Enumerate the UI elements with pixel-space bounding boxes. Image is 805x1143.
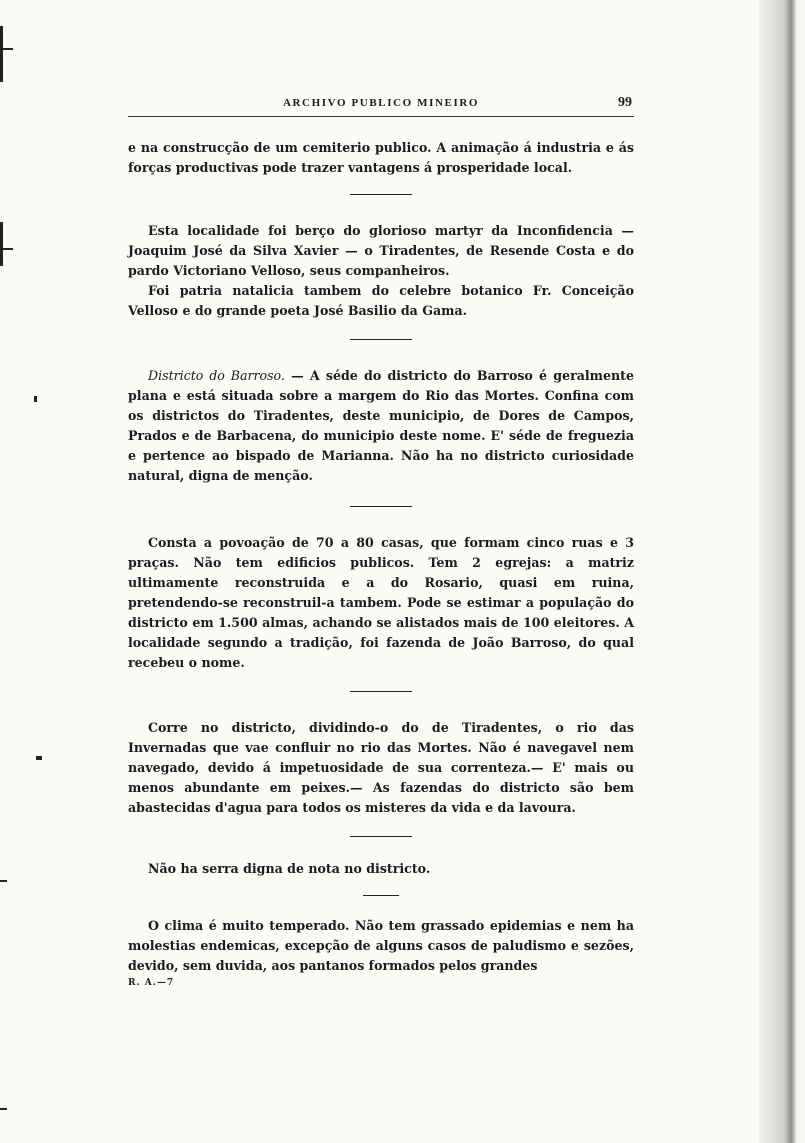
page-number: 99 [618, 95, 632, 110]
paragraph: O clima é muito temperado. Não tem grassado epidemias e nem ha molestias endemicas, excepção de alguns casos de paludismo e sezões, devido, sem duvida, aos pantanos formados pelos grandes [128, 918, 634, 973]
paragraph: Corre no districto, dividindo-o do de Tiradentes, o rio das Invernadas que vae confluir no rio das Mortes. Não é navegavel nem navegado, devido á impetuosidade de sua correnteza.— E' mais ou menos abundante em peixes.— As fazendas do districto são bem abastecidas d'agua para todos os misteres da vida e da lavoura. [128, 720, 634, 815]
paragraph: Esta localidade foi berço do glorioso martyr da Inconfidencia — Joaquim José da Silva Xavier — o Tiradentes, de Resende Costa e do pardo Victoriano Velloso, seus companheiros. [128, 223, 634, 278]
page-edge-shadow [759, 0, 805, 1143]
binding-mark [0, 222, 3, 266]
paragraph [128, 366, 634, 486]
binding-mark [0, 880, 7, 882]
district-title: Districto do Barroso. [148, 368, 285, 383]
signature-mark: R. A.—7 [128, 978, 175, 988]
paragraph: e na construcção de um cemiterio publico. A animação á industria e ás forças productivas pode trazer vantagens á prosperidade local. [128, 140, 634, 175]
binding-mark [3, 248, 13, 250]
paragraph: Consta a povoação de 70 a 80 casas, que formam cinco ruas e 3 praças. Não tem edificios publicos. Tem 2 egrejas: a matriz ultimamente reconstruida e a do Rosario, quasi em ruina, pretendendo-se reconstruil-a tambem. Pode se estimar a população do districto em 1.500 almas, achando se alistados mais de 100 eleitores. A localidade segundo a tradição, foi fazenda de João Barroso, do qual recebeu o nome. [128, 535, 634, 670]
running-header [128, 92, 634, 114]
binding-mark [34, 396, 37, 402]
running-title: ARCHIVO PUBLICO MINEIRO [282, 97, 480, 109]
paragraph: Foi patria natalicia tambem do celebre botanico Fr. Conceição Velloso e do grande poeta José Basilio da Gama. [128, 283, 634, 318]
binding-mark [3, 48, 13, 50]
binding-mark [0, 1108, 7, 1110]
binding-mark [36, 756, 42, 760]
document-page [128, 92, 634, 988]
district-text: — A séde do districto do Barroso é geralmente plana e está situada sobre a margem do Rio das Mortes. Confina com os districtos do Tiradentes, deste municipio, de Dores de Campos, Prados e de Barbacena, do municipio deste nome. E' séde de freguezia e pertence ao bispado de Marianna. Não ha no districto curiosidade natural, digna de menção. [128, 368, 634, 483]
binding-mark [0, 26, 3, 82]
paragraph: Não ha serra digna de nota no districto. [148, 861, 431, 876]
